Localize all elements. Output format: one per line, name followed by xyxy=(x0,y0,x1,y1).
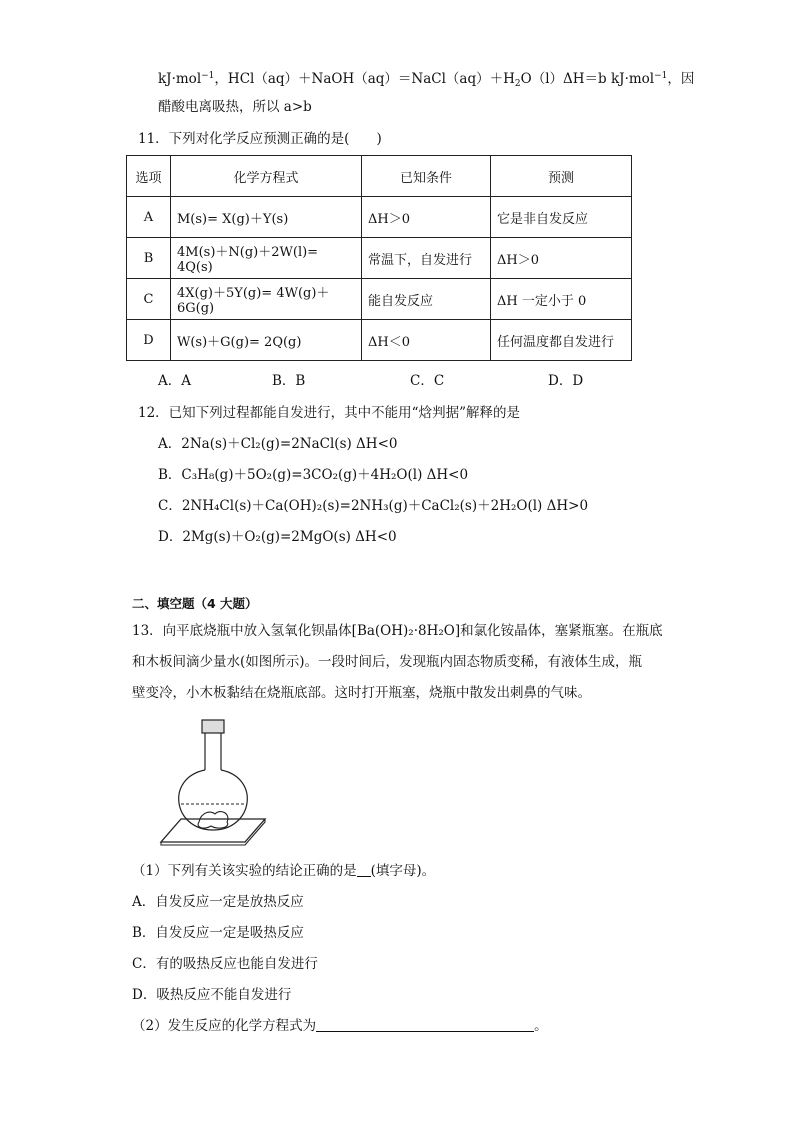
q13-option-d[interactable]: D．吸热反应不能自发进行 xyxy=(132,987,292,1003)
q13-option-a[interactable]: A．自发反应一定是放热反应 xyxy=(132,894,304,910)
cell-equation: 4M(s)＋N(g)＋2W(l)= 4Q(s) xyxy=(171,238,362,279)
stopper-shape xyxy=(202,720,224,733)
flask-diagram xyxy=(155,718,275,848)
q12-stem: 12．已知下列过程都能自发进行，其中不能用“焓判据”解释的是 xyxy=(138,405,520,421)
q11-stem: 11．下列对化学反应预测正确的是( ) xyxy=(138,131,382,147)
q13-sub1 xyxy=(132,861,435,881)
cell-prediction: 任何温度都自发进行 xyxy=(491,320,632,361)
crystals-shape xyxy=(198,812,228,829)
cell-prediction: ΔH 一定小于 0 xyxy=(491,279,632,320)
subscript: 2 xyxy=(514,79,521,89)
cell-option: C xyxy=(127,279,171,320)
header-option: 选项 xyxy=(127,156,171,197)
cell-equation: 4X(g)＋5Y(g)= 4W(g)＋6G(g) xyxy=(171,279,362,320)
superscript: −1 xyxy=(201,71,215,81)
cell-equation: M(s)= X(g)＋Y(s) xyxy=(171,197,362,238)
answer-option-c[interactable]: C．C xyxy=(410,373,445,389)
sub2-tail: 。 xyxy=(534,1018,548,1034)
table-row xyxy=(127,238,632,279)
cell-condition: ΔH＞0 xyxy=(362,197,491,238)
q12-option-c[interactable]: C．2NH₄Cl(s)＋Ca(OH)₂(s)=2NH₃(g)＋CaCl₂(s)＋2H₂O(l) ΔH>0 xyxy=(158,498,589,514)
q11-table xyxy=(126,155,632,361)
answer-option-b[interactable]: B．B xyxy=(272,373,306,389)
superscript: −1 xyxy=(654,71,668,81)
q13-text-line-1: 13．向平底烧瓶中放入氢氧化钡晶体[Ba(OH)₂·8H₂O]和氯化铵晶体，塞紧瓶塞。在瓶底 xyxy=(132,623,663,639)
q13-sub2 xyxy=(132,1016,548,1036)
sub1-text: （1）下列有关该实验的结论正确的是 xyxy=(132,863,357,879)
text: ，因 xyxy=(667,71,695,87)
section-heading: 二、填空题（4 大题） xyxy=(132,596,258,611)
cell-prediction: 它是非自发反应 xyxy=(491,197,632,238)
cell-equation: W(s)＋G(g)= 2Q(g) xyxy=(171,320,362,361)
intro-line-1 xyxy=(158,66,694,94)
answer-blank-2[interactable] xyxy=(316,1017,534,1032)
sub1-tail: (填字母)。 xyxy=(370,863,436,879)
header-equation: 化学方程式 xyxy=(171,156,362,197)
q13-option-b[interactable]: B．自发反应一定是吸热反应 xyxy=(132,925,304,941)
table-row xyxy=(127,320,632,361)
header-prediction: 预测 xyxy=(491,156,632,197)
equation-text: ，HCl（aq）＋NaOH（aq）＝NaCl（aq）＋H xyxy=(214,71,515,87)
q12-option-b[interactable]: B．C₃H₈(g)＋5O₂(g)=3CO₂(g)＋4H₂O(l) ΔH<0 xyxy=(158,467,469,483)
cell-option: D xyxy=(127,320,171,361)
cell-option: A xyxy=(127,197,171,238)
sub2-text: （2）发生反应的化学方程式为 xyxy=(132,1018,317,1034)
flask-neck-shape xyxy=(205,733,221,770)
intro-line-2: 醋酸电离吸热，所以 a>b xyxy=(158,99,312,115)
cell-option: B xyxy=(127,238,171,279)
cell-prediction: ΔH＞0 xyxy=(491,238,632,279)
q13-option-c[interactable]: C．有的吸热反应也能自发进行 xyxy=(132,956,318,972)
answer-option-a[interactable]: A．A xyxy=(158,373,191,389)
q12-option-a[interactable]: A．2Na(s)＋Cl₂(g)=2NaCl(s) ΔH<0 xyxy=(158,436,398,452)
q13-text-line-2: 和木板间滴少量水(如图所示)。一段时间后，发现瓶内固态物质变稀，有液体生成，瓶 xyxy=(132,654,643,670)
unit-text: kJ·mol xyxy=(158,71,202,87)
cell-condition: ΔH＜0 xyxy=(362,320,491,361)
q13-text-line-3: 壁变冷，小木板黏结在烧瓶底部。这时打开瓶塞，烧瓶中散发出刺鼻的气味。 xyxy=(132,685,591,701)
q12-option-d[interactable]: D．2Mg(s)＋O₂(g)=2MgO(s) ΔH<0 xyxy=(158,529,397,545)
cell-condition: 常温下，自发进行 xyxy=(362,238,491,279)
table-row xyxy=(127,197,632,238)
answer-option-d[interactable]: D．D xyxy=(548,373,584,389)
cell-condition: 能自发反应 xyxy=(362,279,491,320)
equation-text: O（l）ΔH＝b kJ·mol xyxy=(520,71,655,87)
table-header-row xyxy=(127,156,632,197)
answer-blank-1[interactable] xyxy=(357,862,371,877)
header-condition: 已知条件 xyxy=(362,156,491,197)
table-row xyxy=(127,279,632,320)
